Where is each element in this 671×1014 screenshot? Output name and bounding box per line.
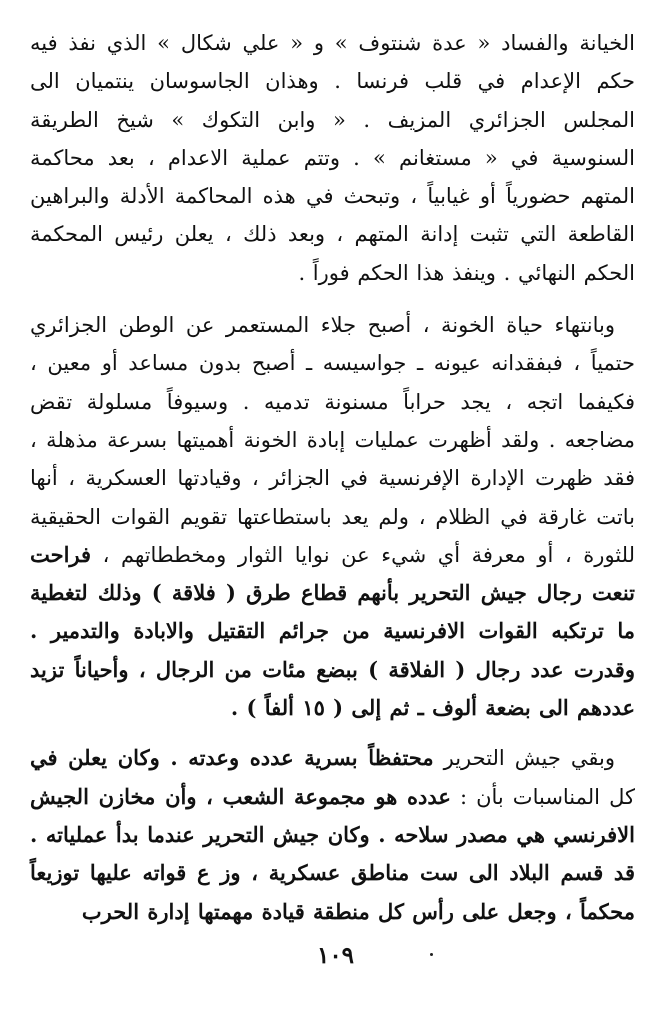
ink-dot	[430, 953, 433, 956]
paragraph-1-text: الخيانة والفساد « عدة شنتوف » و « علي شكال » الذي نفذ فيه حكم الإعدام في قلب فرنسا . وهذان الجاسوسان ينتميان الى المجلس الجزائري المزيف . « وابن التكوك » شيخ الطريقة السنوسية في « مستغانم » . وتتم عملية الاعدام ، بعد محاكمة المتهم حضورياً أو غيابياً ، وتبحث في هذه المحاكمة الأدلة والبراهين القاطعة التي تثبت إدانة المتهم ، وبعد ذلك ، يعلن رئيس المحكمة الحكم النهائي . وينفذ هذا الحكم فوراً .	[30, 31, 635, 285]
paragraph-3-bold-text-a: محتفظاً بسرية عدده وعدته . وكان يعلن في	[30, 745, 434, 771]
body-text	[30, 24, 635, 931]
paragraph-3-text-a: وبقي جيش التحرير	[433, 746, 615, 771]
paragraph-3-text-b: كل المناسبات بأن :	[450, 784, 635, 809]
paragraph-1	[30, 24, 635, 292]
paragraph-2-bold-text: فراحت تنعت رجال جيش التحرير بأنهم قطاع طرق ( فلاقة ) وذلك لتغطية ما ترتكبه القوات الافرنسية من جرائم التقتيل والابادة والتدمير . وقدرت عدد رجال ( الفلاقة ) ببضع مئات من الرجال ، وأحياناً تزيد عددهم الى بضعة ألوف ـ ثم إلى ( ١٥ ألفاً ) .	[30, 541, 635, 721]
page-number: ١٠٩	[316, 942, 355, 969]
paragraph-2	[30, 306, 635, 727]
paragraph-2-text: وبانتهاء حياة الخونة ، أصبح جلاء المستعمر عن الوطن الجزائري حتمياً ، فبفقدانه عيونه ـ جواسيسه ـ أصبح بدون مساعد أو معين ، فكيفما اتجه ، يجد حراباً مسنونة تدميه . وسيوفاً مسلولة تقض مضاجعه . ولقد أظهرت عمليات إبادة الخونة أهميتها بسرعة مذهلة ، فقد ظهرت الإدارة الإفرنسية في الجزائر ، وقيادتها العسكرية ، أنها باتت غارقة في الظلام ، ولم يعد باستطاعتها تقويم القوات الحقيقية للثورة ، أو معرفة أي شيء عن نوايا الثوار ومخططاتهم ،	[30, 313, 635, 567]
paragraph-3	[30, 739, 635, 930]
paragraph-3-bold-text-b: عدده هو مجموعة الشعب ، وأن مخازن الجيش الافرنسي هي مصدر سلاحه . وكان جيش التحرير عندما بدأ عملياته . قد قسم البلاد الى ست مناطق عسكرية ، وز ع قواته عليها توزيعاً محكماً ، وجعل على رأس كل منطقة قيادة مهمتها إدارة الحرب	[30, 783, 635, 924]
